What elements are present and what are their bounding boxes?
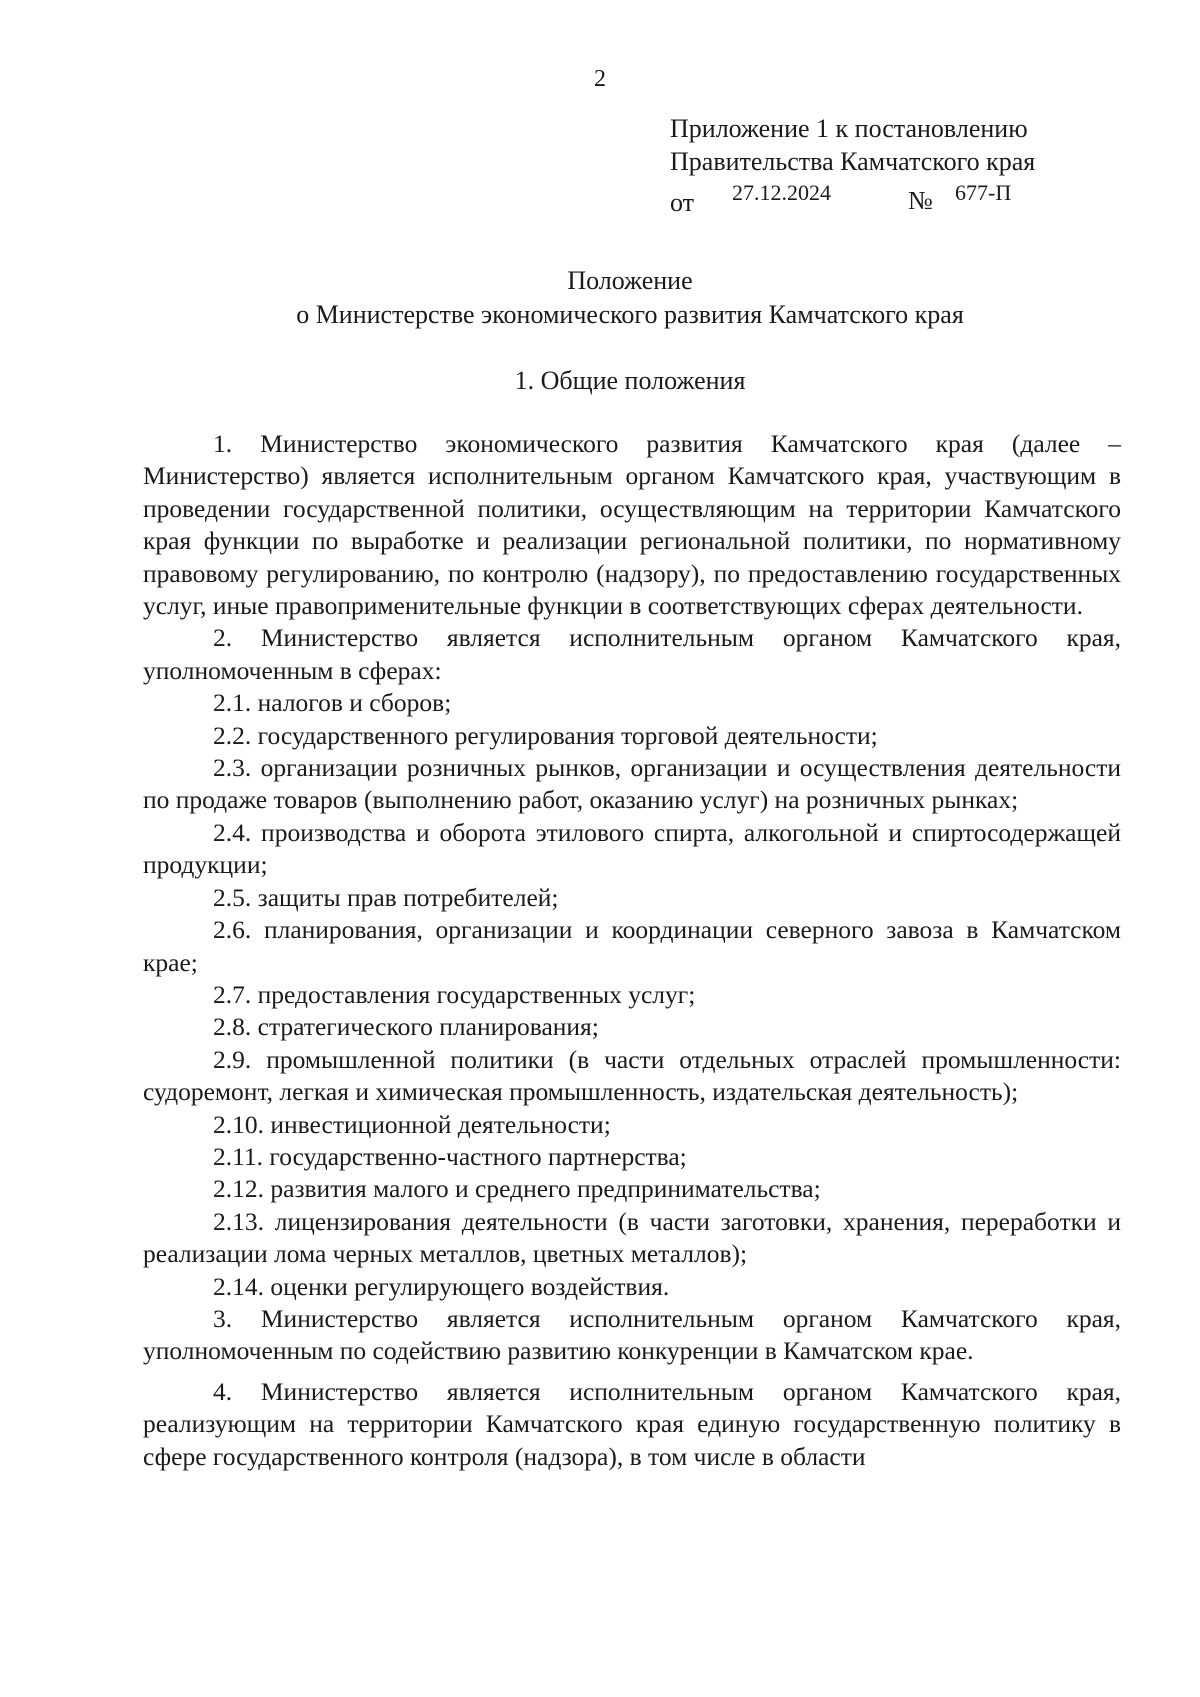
page-number: 2 — [594, 66, 606, 92]
number-sign: № — [908, 186, 933, 215]
document-title — [0, 264, 1200, 332]
approval-date: 27.12.2024 — [732, 180, 831, 205]
list-item: 2.12. развития малого и среднего предпринимательства; — [213, 1174, 821, 1204]
list-item: 2.11. государственно-частного партнерства; — [213, 1141, 687, 1171]
list-item: 2.10. инвестиционной деятельности; — [213, 1109, 611, 1139]
list-item: 2.8. стратегического планирования; — [213, 1012, 599, 1042]
list-item: 2.4. производства и оборота этилового спирта, алкогольной и спиртосодержащей продукции; — [143, 817, 1121, 880]
paragraph: 2. Министерство является исполнительным органом Камчатского края, уполномоченным в сферах: — [143, 623, 1121, 685]
paragraph: 3. Министерство является исполнительным органом Камчатского края, уполномоченным по содействию развитию конкуренции в Камчатском крае. — [143, 1303, 1121, 1366]
document-title-line-1: Положение — [567, 266, 693, 295]
list-item: 2.5. защиты прав потребителей; — [213, 882, 559, 912]
document-title-line-2: о Министерстве экономического развития Камчатского края — [296, 300, 964, 329]
list-item: 2.14. оценки регулирующего воздействия. — [213, 1271, 670, 1301]
approval-date-row — [670, 178, 1140, 217]
body-text — [143, 428, 1121, 1473]
date-prefix: от — [670, 188, 695, 217]
paragraph: 4. Министерство является исполнительным органом Камчатского края, реализующим на территории Камчатского края единую государственную политику в сфере государственного контроля (надзора), в том числе в области — [143, 1376, 1121, 1471]
approval-block — [670, 112, 1140, 217]
list-item: 2.9. промышленной политики (в части отдельных отраслей промышленности: судоремонт, легкая и химическая промышленность, издательская деятельность); — [143, 1044, 1121, 1107]
paragraph: 1. Министерство экономического развития Камчатского края (далее – Министерство) является исполнительным органом Камчатского края, участвующим в проведении государственной политики, осуществляющим на территории Камчатского края функции по выработке и реализации региональной политики, по нормативному правовому регулированию, по контролю (надзору), по предоставлению государственных услуг, иные правоприменительные функции в соответствующих сферах деятельности. — [143, 429, 1121, 621]
list-item: 2.7. предоставления государственных услуг; — [213, 979, 696, 1009]
approval-line-2: Правительства Камчатского края — [670, 147, 1036, 176]
list-item: 2.6. планирования, организации и координации северного завоза в Камчатском крае; — [143, 915, 1121, 977]
list-item: 2.1. налогов и сборов; — [213, 688, 452, 718]
section-heading: 1. Общие положения — [514, 366, 746, 395]
list-item: 2.3. организации розничных рынков, организации и осуществления деятельности по продаже товаров (выполнению работ, оказанию услуг) на розничных рынках; — [143, 753, 1121, 815]
list-item: 2.13. лицензирования деятельности (в части заготовки, хранения, переработки и реализации лома черных металлов, цветных металлов); — [143, 1206, 1121, 1269]
list-item: 2.2. государственного регулирования торговой деятельности; — [213, 720, 878, 750]
approval-number: 677-П — [955, 180, 1012, 205]
approval-line-1: Приложение 1 к постановлению — [670, 114, 1028, 143]
